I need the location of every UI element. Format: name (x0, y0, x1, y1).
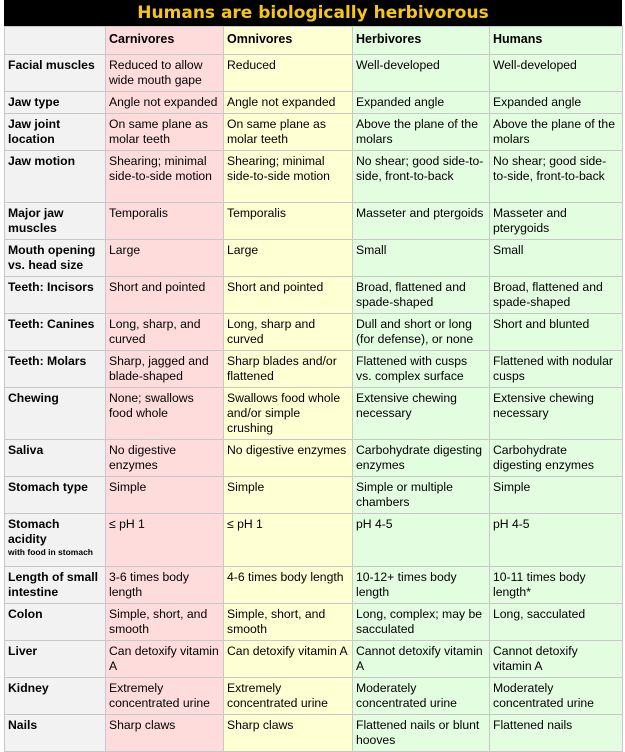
table-cell: Above the plane of the molars (490, 114, 623, 151)
row-header (5, 678, 106, 715)
table-cell: 4-6 times body length (224, 567, 353, 604)
table-row (5, 641, 623, 678)
row-header (5, 92, 106, 114)
table-cell: Cannot detoxify vitamin A (490, 641, 623, 678)
table-cell: Masseter and ptergoids (353, 203, 490, 240)
table-cell: Broad, flattened and spade-shaped (353, 277, 490, 314)
table-cell: Well-developed (353, 55, 490, 92)
table-cell: Well-developed (490, 55, 623, 92)
row-header (5, 567, 106, 604)
table-cell: Simple, short, and smooth (224, 604, 353, 641)
table-cell: Large (106, 240, 224, 277)
column-header-herbivores: Herbivores (353, 27, 490, 55)
table-cell: Angle not expanded (224, 92, 353, 114)
row-label: Teeth: Canines (8, 317, 95, 331)
table-cell: 3-6 times body length (106, 567, 224, 604)
comparison-table (4, 26, 623, 752)
table-cell: Simple, short, and smooth (106, 604, 224, 641)
row-header (5, 440, 106, 477)
table-row (5, 388, 623, 440)
table-cell: Flattened with cusps vs. complex surface (353, 351, 490, 388)
row-header (5, 203, 106, 240)
row-label: Major jaw muscles (8, 206, 64, 235)
table-cell: pH 4-5 (353, 514, 490, 567)
table-cell: Moderately concentrated urine (490, 678, 623, 715)
table-cell: Small (353, 240, 490, 277)
table-row (5, 151, 623, 203)
table-row (5, 678, 623, 715)
table-cell: 10-11 times body length* (490, 567, 623, 604)
row-header (5, 641, 106, 678)
row-label: Jaw motion (8, 154, 76, 168)
row-header (5, 351, 106, 388)
table-row (5, 567, 623, 604)
table-cell: Small (490, 240, 623, 277)
row-header (5, 388, 106, 440)
corner-cell (5, 27, 106, 55)
row-label: Saliva (8, 443, 44, 457)
table-cell: Sharp claws (106, 715, 224, 752)
column-header-carnivores: Carnivores (106, 27, 224, 55)
table-cell: Reduced to allow wide mouth gape (106, 55, 224, 92)
row-label: Kidney (8, 681, 49, 695)
row-label: Teeth: Incisors (8, 280, 94, 294)
row-header (5, 114, 106, 151)
table-cell: On same plane as molar teeth (106, 114, 224, 151)
table-cell: Dull and short or long (for defense), or none (353, 314, 490, 351)
table-row (5, 514, 623, 567)
table-cell: Above the plane of the molars (353, 114, 490, 151)
row-header (5, 240, 106, 277)
table-cell: 10-12+ times body length (353, 567, 490, 604)
table-cell: Short and pointed (106, 277, 224, 314)
table-cell: Temporalis (106, 203, 224, 240)
column-header-humans: Humans (490, 27, 623, 55)
column-header-omnivores: Omnivores (224, 27, 353, 55)
table-cell: Extremely concentrated urine (224, 678, 353, 715)
table-cell: Can detoxify vitamin A (224, 641, 353, 678)
row-label: Mouth opening vs. head size (8, 243, 96, 272)
table-cell: Flattened nails or blunt hooves (353, 715, 490, 752)
table-cell: Shearing; minimal side-to-side motion (106, 151, 224, 203)
table-cell: Short and pointed (224, 277, 353, 314)
table-cell: Extremely concentrated urine (106, 678, 224, 715)
table-cell: Angle not expanded (106, 92, 224, 114)
table-cell: Sharp blades and/or flattened (224, 351, 353, 388)
row-header (5, 715, 106, 752)
table-cell: pH 4-5 (490, 514, 623, 567)
row-note: with food in stomach (8, 547, 93, 557)
table-row (5, 604, 623, 641)
table-cell: Expanded angle (353, 92, 490, 114)
table-row (5, 203, 623, 240)
row-label: Jaw joint location (8, 117, 61, 146)
table-cell: Reduced (224, 55, 353, 92)
table-cell: No digestive enzymes (224, 440, 353, 477)
table-cell: Shearing; minimal side-to-side motion (224, 151, 353, 203)
table-cell: Can detoxify vitamin A (106, 641, 224, 678)
table-cell: Long, complex; may be sacculated (353, 604, 490, 641)
row-header (5, 477, 106, 514)
row-label: Liver (8, 644, 38, 658)
row-label: Colon (8, 607, 43, 621)
table-cell: ≤ pH 1 (106, 514, 224, 567)
table-cell: Expanded angle (490, 92, 623, 114)
row-header (5, 314, 106, 351)
header-row (5, 27, 623, 55)
table-cell: Moderately concentrated urine (353, 678, 490, 715)
table-row (5, 55, 623, 92)
table-row (5, 240, 623, 277)
table-row (5, 92, 623, 114)
table-cell: Carbohydrate digesting enzymes (490, 440, 623, 477)
table-cell: Carbohydrate digesting enzymes (353, 440, 490, 477)
row-header (5, 514, 106, 567)
table-row (5, 114, 623, 151)
table-cell: On same plane as molar teeth (224, 114, 353, 151)
row-label: Jaw type (8, 95, 60, 109)
table-row (5, 440, 623, 477)
row-label: Chewing (8, 391, 59, 405)
table-row (5, 277, 623, 314)
table-cell: No shear; good side-to-side, front-to-back (490, 151, 623, 203)
table-cell: Flattened nails (490, 715, 623, 752)
row-header (5, 151, 106, 203)
table-cell: Large (224, 240, 353, 277)
table-cell: Sharp, jagged and blade-shaped (106, 351, 224, 388)
row-label: Facial muscles (8, 58, 95, 72)
table-cell: Long, sharp, and curved (106, 314, 224, 351)
table-cell: ≤ pH 1 (224, 514, 353, 567)
comparison-chart (3, 0, 623, 752)
chart-title: Humans are biologically herbivorous (4, 0, 622, 26)
row-header (5, 277, 106, 314)
table-cell: Temporalis (224, 203, 353, 240)
table-cell: Sharp claws (224, 715, 353, 752)
table-cell: Simple (106, 477, 224, 514)
table-cell: Short and blunted (490, 314, 623, 351)
table-cell: Extensive chewing necessary (490, 388, 623, 440)
row-header (5, 55, 106, 92)
table-cell: Cannot detoxify vitamin A (353, 641, 490, 678)
row-label: Stomach type (8, 480, 88, 494)
table-row (5, 477, 623, 514)
table-cell: Simple (224, 477, 353, 514)
table-row (5, 314, 623, 351)
row-header (5, 604, 106, 641)
table-cell: Simple (490, 477, 623, 514)
table-cell: Broad, flattened and spade-shaped (490, 277, 623, 314)
row-label: Stomach acidity (8, 517, 60, 546)
table-cell: Flattened with nodular cusps (490, 351, 623, 388)
row-label: Length of small intestine (8, 570, 99, 599)
table-cell: Extensive chewing necessary (353, 388, 490, 440)
table-cell: Swallows food whole and/or simple crushing (224, 388, 353, 440)
row-label: Teeth: Molars (8, 354, 87, 368)
table-cell: No digestive enzymes (106, 440, 224, 477)
table-cell: Simple or multiple chambers (353, 477, 490, 514)
table-cell: Masseter and pterygoids (490, 203, 623, 240)
table-cell: None; swallows food whole (106, 388, 224, 440)
row-label: Nails (8, 718, 38, 732)
table-row (5, 715, 623, 752)
table-cell: No shear; good side-to-side, front-to-back (353, 151, 490, 203)
table-row (5, 351, 623, 388)
table-cell: Long, sacculated (490, 604, 623, 641)
table-cell: Long, sharp and curved (224, 314, 353, 351)
